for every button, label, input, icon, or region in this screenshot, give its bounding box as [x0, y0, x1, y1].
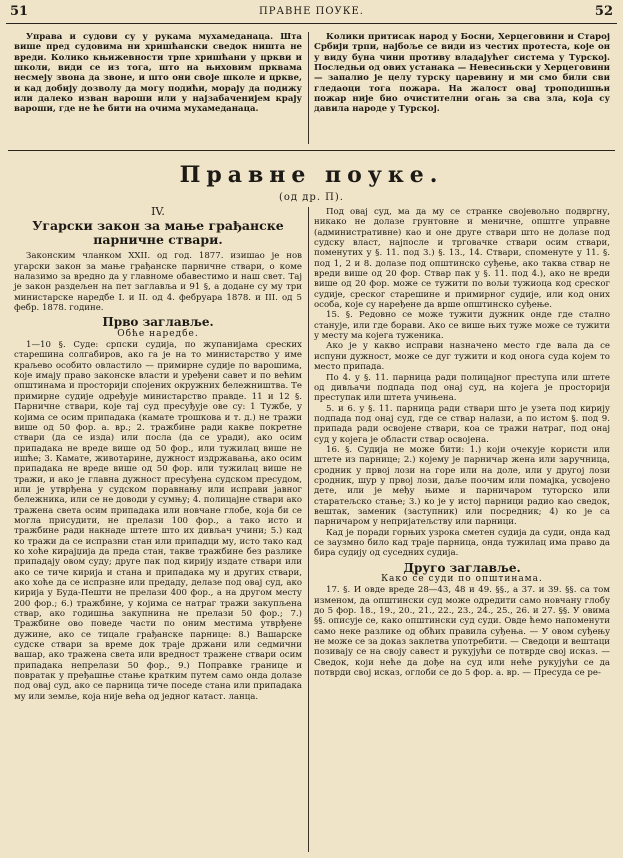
right-paragraph-8: 17. §. И овде вреде 28—43, 48 и 49. §§., а 37. и 39. §§. са том изменом, да општински суд може одредити само новчану глобу до 5 фор. 18., 19., 20., 21., 22., 23., 24., 25., 26. и 27. §§. У овима §§. описује се, како општински суд суди. Овде ћемо напоменути само неке разлике од обћих правила суђења. — У овом суђењу не може се за доказ заклетва употребити. — Сведоци и вештаци позивају се на своју савест и рукујући се потврде свој исказ. — Сведок, који неће да дође на суд или неће рукујући се да потврди свој исказ, оглоби се до 5 фор. а. вр. — Пресуда се ре- [314, 585, 610, 679]
right-paragraph-5: 5. и 6. у §. 11. парница ради ствари што је узета под кирију подпада под онај суд, где се ствар налази, а по истом §. под 9. припада ради освојене ствари, коа се тражи натраг, под онај суд у којега је области ствар освојена. [314, 403, 610, 445]
right-paragraph-3: Ако је у какво исправи назначено место где вала да се испуни дужност, може се дуг тужити и код онога суда којем то место припада. [314, 341, 610, 373]
article-title: Правне поуке. [179, 162, 444, 188]
page-header [6, 4, 617, 22]
section-heading-first: Прво заглавље. [102, 315, 214, 330]
top-left-paragraph [14, 32, 302, 115]
top-right-text: Колики притисак народ у Босни, Херцеговини и Старој Србији трпи, најбоље се види из честих протеста, које он у виду буна чини противу владајућег система у Турској. Последњи од ових устанака — Невесињски у Херцеговини — запалио је целу турску царевину и ми смо били сви гледаоци тога пожара. На жалост овај троподишњи пожар није био очистителни огањ за сва зла, која су давила народе у Турској. [314, 32, 610, 115]
part-number: IV. [151, 205, 165, 218]
top-column-divider [308, 32, 309, 144]
procedure-heading: Како се суди по општинама. [381, 574, 543, 585]
top-left-text: Управа и судови су у рукама мухамеданаца. Шта више пред судовима ни хришћански сведок ништа не вреди. Колико књижевности трпе хришћани у цркви и школи, види се из тога, што на њиховим прквама несмеју звона да звоне, и што они своје школе и цркве, и кад добију дозволу да могу подићи, морају да подижу или далеко изван вароши или у најзабаченијем крају вароши, где не ће бити на очима мухамеданаца. [14, 32, 302, 115]
intro-paragraph: Законским чланком XXII. од год. 1877. изишао је нов угарски закон за мање грађанске парничне ствари, о коме налазимо за вредно да у главноме обавестимо и наш свет. Тај је закон раздељен на пет заглавља и 91 §, а додане су му три министарске наредбе I. и II. од 4. фебруара 1878. и III. од 5 фебр. 1878. године. [14, 251, 302, 314]
left-column [14, 207, 302, 702]
article-author: (од др. П). [279, 192, 344, 203]
right-paragraph-2: 15. §. Редовно се може тужити дужник онде где стално станује, или где борави. Ако се више њих туже може се тужити у месту ма којега туженика. [314, 310, 610, 342]
top-right-paragraph [314, 32, 610, 115]
right-paragraph-1: Под овај суд, ма да му се странке својевољно подвргну, никако не долазе грунтовне и меничне, општге управне (административне) као и оне друге ствари што не долазе под судску власт, најпосле и трговачке ствари осим ствари, поменутих у §. 11. под 3.) §. 13., 14. Ствари, споменуте у 11. §. под 1, 2 и 8. долазе под општинско суђење, ако таква ствар не вреди више од 20 фор. Ствар пак у §. 11. под 4.), ако не вреди више од 20 фор. може се тужити по вољи тужиоца код среског судије, среског старешине и примирног судије, или код оних особа, које су наређене да врше општинско суђење. [314, 207, 610, 311]
right-paragraph-6: 16. §. Судија не може бити: 1.) који очекује користи или штете из парнице; 2.) којему је парничар жена или заручница, сродник у првој лози на горе или на доле, или у другој лози сродник, шур у првој лози, даље поочим или помајка, усвојено дете, или је међу њиме и парничаром туторско или старатељско стање; 3.) ко је у истој парници радио као сведок, вештак, заменик (заступник) или посредник; 4) ко је са парничаром у непријатељству или парници. [314, 444, 610, 528]
right-paragraph-4: По 4. у §. 11. парница ради полицајног преступа или штете од дивљачи подпада под онај суд, на којега је просторији преступак или штета учињена. [314, 372, 610, 404]
chapter-title: Угарски закон за мање грађанске парничне ствари. [32, 218, 284, 248]
section-rule [8, 150, 615, 151]
running-title: ПРАВНЕ ПОУКЕ. [259, 6, 364, 17]
column-divider [308, 207, 309, 852]
section-heading-second: Друго заглавље. [403, 560, 521, 575]
general-provisions-heading: Обће наредбе. [117, 328, 199, 339]
left-body-paragraph: 1—10 §. Суде: српски судија, по жупанијама среских старешина солгабиров, ако га је на то министарство у име краљево особито овластило — примирне судије по варошима, које имају право законске власти и уређени савет и по већим општинама и просторији спојених окружних бележништва. Те примирне судије одређује министарство правде. 11 и 12 §. Парничне ствари, које тај суд пресуђује ове су: 1 Тужбе, у којима се осим припадака (камате трошкова и т. д.) не тражи више од 50 фор. а. вр.; 2. тражбине ради какве покретне ствари (да се изда) или посла (да се уради), ако осим припадака не вреде више од 50 фор., или тужилац више не ишће; 3. Камате, животарине, дужност издржавања, ако осим припадака не вреде више од 50 фор. или тужилац више не тражи, и ако је главна дужност пресуђена судском пресудом, или је утврђена у судском поравнању или исправи јавног бележника, или се не доводи у сумњу; 4. полицајне ствари ако тражена света осим припадака или новчане глобе, која би се могла присудити, не прелази 100 фор., а тако исто и тражбине ради накнаде штете што их дивљач учини; 5.) кад ко тражи да се испразни стан или припадци му, исто тако кад ко хоће кирајџија да преда стан, такве тражбине без разлике припадају овом суду; друге пак под кирију издате ствари или ако се тиче кирија и стана и припадака му и других ствари, ако хоће да се испразне или предаду, делазе под овај суд, ако кирија у Буда-Пешти не прелази 400 фор., а на другом месту 200 фор.; 6.) тражбине, у којима се натраг тражи закупљена ствар, ако годишња закупнина не прелази 50 фор.; 7.) Тражбине ово поведе части по оним местима утврђене дужине, ако се тицале грађанске парнице: 8.) Вашарске судске ствари за време док траје држани или седмични вашар, ако тражена света или вредност тражене ствари осим припадака непрелази 50 фор., 9.) Поправке границе и повратак у пређашње стање кратким путем само онда долазе под овај суд, ако се парница тиче поседе стана или припадака му или земље, која није већа од једног катаст. ланца. [14, 340, 302, 702]
right-column [314, 207, 610, 678]
page-number-right: 52 [594, 4, 613, 19]
right-paragraph-7: Кад је поради горњих узрока сметен судија да суди, онда кад се заузмно било кад траје парница, онда тужилац има право да бира судију од суседних судија. [314, 527, 610, 559]
page-number-left: 51 [10, 4, 29, 19]
header-rule [6, 23, 617, 24]
